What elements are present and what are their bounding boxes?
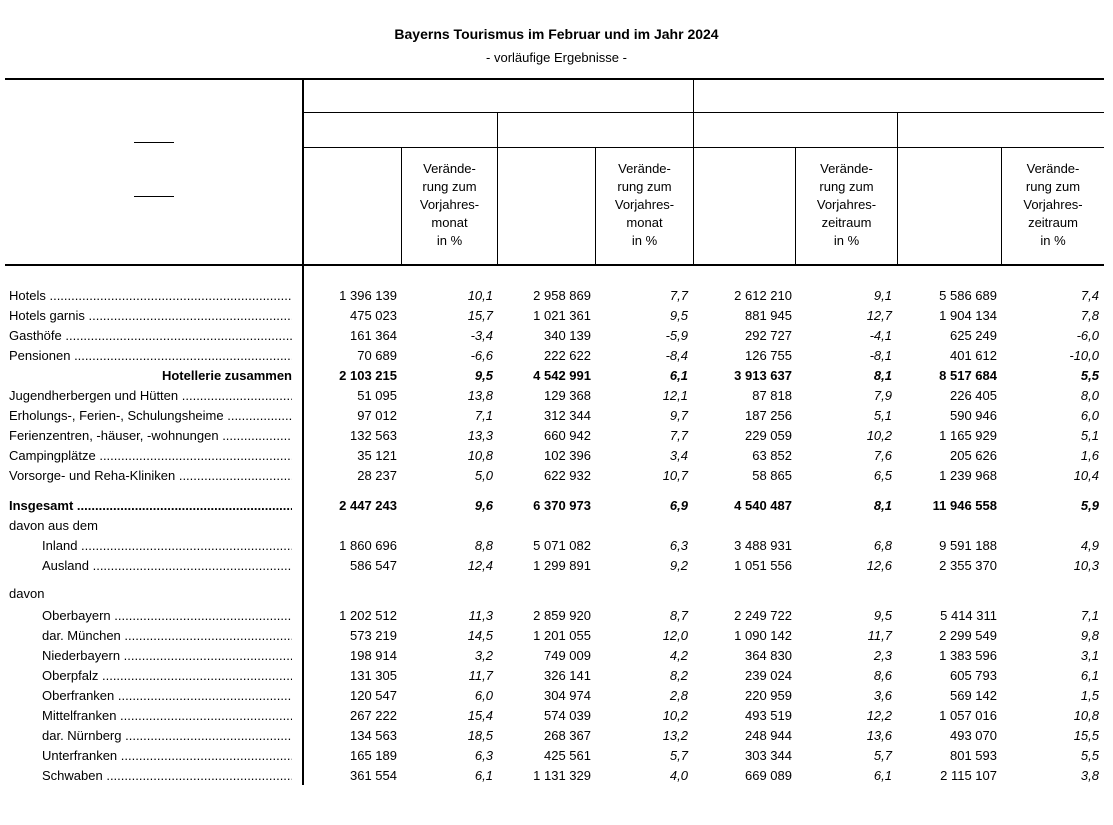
value-cell: 625 249 <box>950 328 997 343</box>
change-cell: 10,7 <box>662 468 688 483</box>
table-row <box>0 584 1113 604</box>
change-cell: 9,5 <box>474 368 493 383</box>
value-cell: 5 414 311 <box>940 608 997 623</box>
value-cell: 267 222 <box>350 708 397 723</box>
change-cell: 8,7 <box>669 608 688 623</box>
change-cell: 12,4 <box>467 558 493 573</box>
change-cell: 9,2 <box>669 558 688 573</box>
value-cell: 4 540 487 <box>734 498 792 513</box>
change-cell: 10,8 <box>1073 708 1099 723</box>
row-label: Hotels garnis ..... <box>9 306 292 326</box>
row-label: dar. Nürnberg ..... <box>42 726 292 746</box>
change-cell: 7,1 <box>474 408 493 423</box>
change-cell: 13,8 <box>467 388 493 403</box>
row-label: davon <box>9 586 45 601</box>
subheader-change: rung zum <box>422 179 477 194</box>
subheader-change: Vorjahres- <box>816 197 877 212</box>
row-label: Oberpfalz ..... <box>42 666 292 686</box>
subheader-change: monat <box>431 215 468 230</box>
change-cell: 5,1 <box>1080 428 1099 443</box>
stub-dash <box>134 196 174 197</box>
value-cell: 1 057 016 <box>939 708 997 723</box>
subheader-change: Vorjahres- <box>1023 197 1083 212</box>
row-label: Gasthöfe ..... <box>9 326 292 346</box>
table-row <box>0 426 1113 446</box>
change-cell: 7,7 <box>669 288 688 303</box>
table-row <box>0 406 1113 426</box>
value-cell: 3 913 637 <box>734 368 792 383</box>
value-cell: 2 103 215 <box>339 368 397 383</box>
change-cell: 10,3 <box>1073 558 1099 573</box>
value-cell: 2 958 869 <box>533 288 591 303</box>
value-cell: 35 121 <box>357 448 397 463</box>
change-cell: 6,3 <box>474 748 493 763</box>
change-cell: 5,9 <box>1080 498 1099 513</box>
change-cell: 13,6 <box>866 728 892 743</box>
value-cell: 326 141 <box>544 668 591 683</box>
value-cell: 58 865 <box>752 468 792 483</box>
change-cell: -6,6 <box>470 348 493 363</box>
subheader-change: in % <box>1040 233 1066 248</box>
change-cell: 11,3 <box>468 608 493 623</box>
change-cell: 5,1 <box>873 408 892 423</box>
subheader-change: in % <box>436 233 463 248</box>
change-cell: 6,9 <box>669 498 688 513</box>
value-cell: 361 554 <box>350 768 397 783</box>
change-cell: 12,7 <box>866 308 892 323</box>
table-row <box>0 286 1113 306</box>
change-cell: 15,5 <box>1073 728 1099 743</box>
row-label: Hotels ..... <box>9 286 292 306</box>
value-cell: 87 818 <box>752 388 792 403</box>
change-cell: 9,5 <box>873 608 892 623</box>
row-label: Erholungs-, Ferien-, Schulungsheime ..... <box>9 406 292 426</box>
value-cell: 229 059 <box>745 428 792 443</box>
change-cell: 5,7 <box>669 748 688 763</box>
row-label: Ausland ..... <box>42 556 292 576</box>
change-cell: 6,0 <box>474 688 493 703</box>
change-cell: 11,7 <box>468 668 493 683</box>
change-cell: 3,2 <box>474 648 493 663</box>
row-label: Inland ..... <box>42 536 292 556</box>
value-cell: 569 142 <box>950 688 997 703</box>
value-cell: 1 165 929 <box>939 428 997 443</box>
table-row <box>0 366 1113 386</box>
value-cell: 102 396 <box>544 448 591 463</box>
table-row <box>0 346 1113 366</box>
table-row <box>0 326 1113 346</box>
change-cell: 10,1 <box>467 288 493 303</box>
value-cell: 198 914 <box>350 648 397 663</box>
change-cell: 8,8 <box>474 538 493 553</box>
change-cell: 7,7 <box>669 428 688 443</box>
change-cell: 2,8 <box>669 688 688 703</box>
table-row <box>0 706 1113 726</box>
change-cell: 8,0 <box>1080 388 1099 403</box>
change-cell: 9,5 <box>669 308 688 323</box>
change-cell: -10,0 <box>1069 348 1099 363</box>
change-cell: 8,6 <box>873 668 892 683</box>
row-label: Campingplätze ..... <box>9 446 292 466</box>
change-cell: 9,1 <box>873 288 892 303</box>
value-cell: 2 447 243 <box>339 498 397 513</box>
value-cell: 11 946 558 <box>932 498 997 513</box>
change-cell: 3,8 <box>1080 768 1099 783</box>
change-cell: 8,1 <box>873 368 892 383</box>
row-label: Oberfranken ..... <box>42 686 292 706</box>
value-cell: 1 021 361 <box>533 308 591 323</box>
change-cell: 4,9 <box>1080 538 1099 553</box>
subheader-change: in % <box>631 233 658 248</box>
value-cell: 304 974 <box>544 688 591 703</box>
period-rule <box>303 112 1104 113</box>
value-cell: 4 542 991 <box>533 368 591 383</box>
change-cell: 12,6 <box>866 558 892 573</box>
value-cell: 8 517 684 <box>939 368 997 383</box>
value-cell: 165 189 <box>350 748 397 763</box>
row-label: Unterfranken ..... <box>42 746 292 766</box>
change-cell: 6,0 <box>1080 408 1099 423</box>
row-label: Oberbayern ..... <box>42 606 292 626</box>
subheader-change: Vorjahres- <box>419 197 480 212</box>
table-row <box>0 386 1113 406</box>
table-row <box>0 766 1113 786</box>
value-cell: 205 626 <box>950 448 997 463</box>
change-cell: 7,9 <box>873 388 892 403</box>
change-cell: 6,1 <box>873 768 892 783</box>
value-cell: 220 959 <box>745 688 792 703</box>
value-cell: 63 852 <box>752 448 792 463</box>
subheader-change: Verände- <box>423 161 476 176</box>
change-cell: 7,4 <box>1080 288 1099 303</box>
value-cell: 132 563 <box>350 428 397 443</box>
change-cell: 15,7 <box>467 308 493 323</box>
value-cell: 51 095 <box>357 388 397 403</box>
row-label: Schwaben ..... <box>42 766 292 786</box>
change-cell: 8,2 <box>669 668 688 683</box>
value-cell: 2 612 210 <box>734 288 792 303</box>
change-cell: 10,2 <box>866 428 892 443</box>
row-label: Ferienzentren, -häuser, -wohnungen ..... <box>9 426 292 446</box>
value-cell: 134 563 <box>350 728 397 743</box>
subheader-change: zeitraum <box>1028 215 1078 230</box>
change-cell: 12,0 <box>662 628 688 643</box>
value-cell: 1 201 055 <box>533 628 591 643</box>
row-label: Hotellerie zusammen <box>161 368 292 383</box>
change-cell: 15,4 <box>467 708 493 723</box>
change-cell: 9,6 <box>474 498 493 513</box>
change-cell: 10,8 <box>467 448 493 463</box>
change-cell: 9,8 <box>1080 628 1099 643</box>
change-cell: -3,4 <box>470 328 493 343</box>
value-cell: 187 256 <box>745 408 792 423</box>
value-cell: 1 396 139 <box>339 288 397 303</box>
value-cell: 303 344 <box>745 748 792 763</box>
value-cell: 590 946 <box>950 408 997 423</box>
value-cell: 70 689 <box>357 348 397 363</box>
change-cell: 6,1 <box>669 368 688 383</box>
value-cell: 475 023 <box>350 308 397 323</box>
change-cell: 5,5 <box>1080 368 1099 383</box>
change-cell: 13,3 <box>467 428 493 443</box>
change-cell: 10,4 <box>1073 468 1099 483</box>
row-label: Mittelfranken ..... <box>42 706 292 726</box>
subheader-change: monat <box>626 215 663 230</box>
value-cell: 2 115 107 <box>940 768 997 783</box>
row-label: Jugendherbergen und Hütten ..... <box>9 386 292 406</box>
row-label: Pensionen ..... <box>9 346 292 366</box>
table-row <box>0 666 1113 686</box>
value-cell: 660 942 <box>544 428 591 443</box>
change-cell: 6,1 <box>474 768 493 783</box>
subheader-change: in % <box>833 233 860 248</box>
value-cell: 120 547 <box>350 688 397 703</box>
value-cell: 669 089 <box>745 768 792 783</box>
value-cell: 493 519 <box>745 708 792 723</box>
value-cell: 5 586 689 <box>939 288 997 303</box>
change-cell: 7,6 <box>873 448 892 463</box>
value-cell: 573 219 <box>350 628 397 643</box>
subheader-change: rung zum <box>617 179 672 194</box>
value-cell: 129 368 <box>544 388 591 403</box>
change-cell: 5,7 <box>873 748 892 763</box>
change-cell: 7,8 <box>1080 308 1099 323</box>
value-cell: 126 755 <box>745 348 792 363</box>
change-cell: 4,0 <box>669 768 688 783</box>
change-cell: -5,9 <box>665 328 688 343</box>
value-cell: 97 012 <box>357 408 397 423</box>
change-cell: 1,5 <box>1080 688 1099 703</box>
table-row <box>0 516 1113 536</box>
change-cell: 3,1 <box>1080 648 1099 663</box>
value-cell: 881 945 <box>745 308 792 323</box>
value-cell: 586 547 <box>350 558 397 573</box>
subheader-change: Verände- <box>618 161 671 176</box>
change-cell: 5,5 <box>1080 748 1099 763</box>
value-cell: 9 591 188 <box>939 538 997 553</box>
value-cell: 268 367 <box>544 728 591 743</box>
change-cell: 2,3 <box>873 648 892 663</box>
change-cell: -6,0 <box>1076 328 1099 343</box>
value-cell: 5 071 082 <box>533 538 591 553</box>
value-cell: 6 370 973 <box>533 498 591 513</box>
stub-dash <box>134 142 174 143</box>
table-row <box>0 496 1113 516</box>
table-row <box>0 466 1113 486</box>
row-label: Insgesamt ..... <box>9 496 292 516</box>
value-cell: 226 405 <box>950 388 997 403</box>
table-row <box>0 556 1113 576</box>
change-cell: 13,2 <box>662 728 688 743</box>
group-divider <box>897 113 898 266</box>
change-cell: 5,0 <box>474 468 493 483</box>
change-cell: 6,3 <box>669 538 688 553</box>
change-cell: 18,5 <box>467 728 493 743</box>
value-cell: 292 727 <box>745 328 792 343</box>
change-cell: 12,2 <box>866 708 892 723</box>
value-cell: 1 383 596 <box>939 648 997 663</box>
value-cell: 1 090 142 <box>734 628 792 643</box>
top-rule <box>5 78 1104 80</box>
group-rule <box>303 147 1104 148</box>
row-label: dar. München ..... <box>42 626 292 646</box>
value-cell: 425 561 <box>544 748 591 763</box>
value-cell: 801 593 <box>950 748 997 763</box>
period-divider <box>693 79 694 266</box>
value-cell: 1 299 891 <box>533 558 591 573</box>
value-cell: 3 488 931 <box>734 538 792 553</box>
table-row <box>0 686 1113 706</box>
value-cell: 1 131 329 <box>533 768 591 783</box>
table-row <box>0 606 1113 626</box>
value-cell: 2 355 370 <box>939 558 997 573</box>
change-cell: 6,1 <box>1080 668 1099 683</box>
value-cell: 340 139 <box>544 328 591 343</box>
value-cell: 493 070 <box>950 728 997 743</box>
row-label: Niederbayern ..... <box>42 646 292 666</box>
value-cell: 605 793 <box>950 668 997 683</box>
value-cell: 1 051 556 <box>734 558 792 573</box>
row-label: davon aus dem <box>9 518 98 533</box>
table-row <box>0 306 1113 326</box>
table-row <box>0 536 1113 556</box>
page-title: Bayerns Tourismus im Februar und im Jahr 2024 <box>394 26 719 42</box>
change-cell: -4,1 <box>869 328 892 343</box>
change-cell: 11,7 <box>867 628 892 643</box>
table-row <box>0 626 1113 646</box>
subheader-change: rung zum <box>1025 179 1081 194</box>
row-label: Vorsorge- und Reha-Kliniken ..... <box>9 466 292 486</box>
table-row <box>0 746 1113 766</box>
value-cell: 239 024 <box>745 668 792 683</box>
value-cell: 2 249 722 <box>734 608 792 623</box>
header-bottom-rule <box>5 264 1104 266</box>
table-row <box>0 646 1113 666</box>
change-cell: 3,6 <box>873 688 892 703</box>
table-row <box>0 726 1113 746</box>
change-cell: 10,2 <box>662 708 688 723</box>
value-cell: 222 622 <box>544 348 591 363</box>
value-cell: 1 202 512 <box>339 608 397 623</box>
value-cell: 2 859 920 <box>533 608 591 623</box>
value-cell: 161 364 <box>350 328 397 343</box>
value-cell: 2 299 549 <box>939 628 997 643</box>
change-cell: 14,5 <box>467 628 493 643</box>
value-cell: 622 932 <box>544 468 591 483</box>
value-cell: 1 239 968 <box>939 468 997 483</box>
value-cell: 1 860 696 <box>339 538 397 553</box>
change-cell: 6,8 <box>873 538 892 553</box>
table-row <box>0 446 1113 466</box>
value-cell: 1 904 134 <box>939 308 997 323</box>
subheader-change: Verände- <box>1026 161 1080 176</box>
subheader-change: zeitraum <box>821 215 872 230</box>
subheader-change: Vorjahres- <box>614 197 675 212</box>
value-cell: 401 612 <box>950 348 997 363</box>
value-cell: 28 237 <box>357 468 397 483</box>
change-cell: 7,1 <box>1080 608 1099 623</box>
value-cell: 574 039 <box>544 708 591 723</box>
change-cell: 6,5 <box>873 468 892 483</box>
value-cell: 364 830 <box>745 648 792 663</box>
value-cell: 312 344 <box>544 408 591 423</box>
change-cell: 12,1 <box>662 388 688 403</box>
change-cell: 8,1 <box>873 498 892 513</box>
change-cell: 9,7 <box>669 408 688 423</box>
value-cell: 749 009 <box>544 648 591 663</box>
value-cell: 131 305 <box>350 668 397 683</box>
change-cell: 1,6 <box>1080 448 1099 463</box>
value-cell: 248 944 <box>745 728 792 743</box>
group-divider <box>497 113 498 266</box>
change-cell: 3,4 <box>669 448 688 463</box>
subheader-change: rung zum <box>819 179 874 194</box>
change-cell: 4,2 <box>669 648 688 663</box>
change-cell: -8,4 <box>665 348 688 363</box>
subheader-change: Verände- <box>820 161 873 176</box>
page-subtitle: - vorläufige Ergebnisse - <box>486 50 627 65</box>
change-cell: -8,1 <box>869 348 892 363</box>
